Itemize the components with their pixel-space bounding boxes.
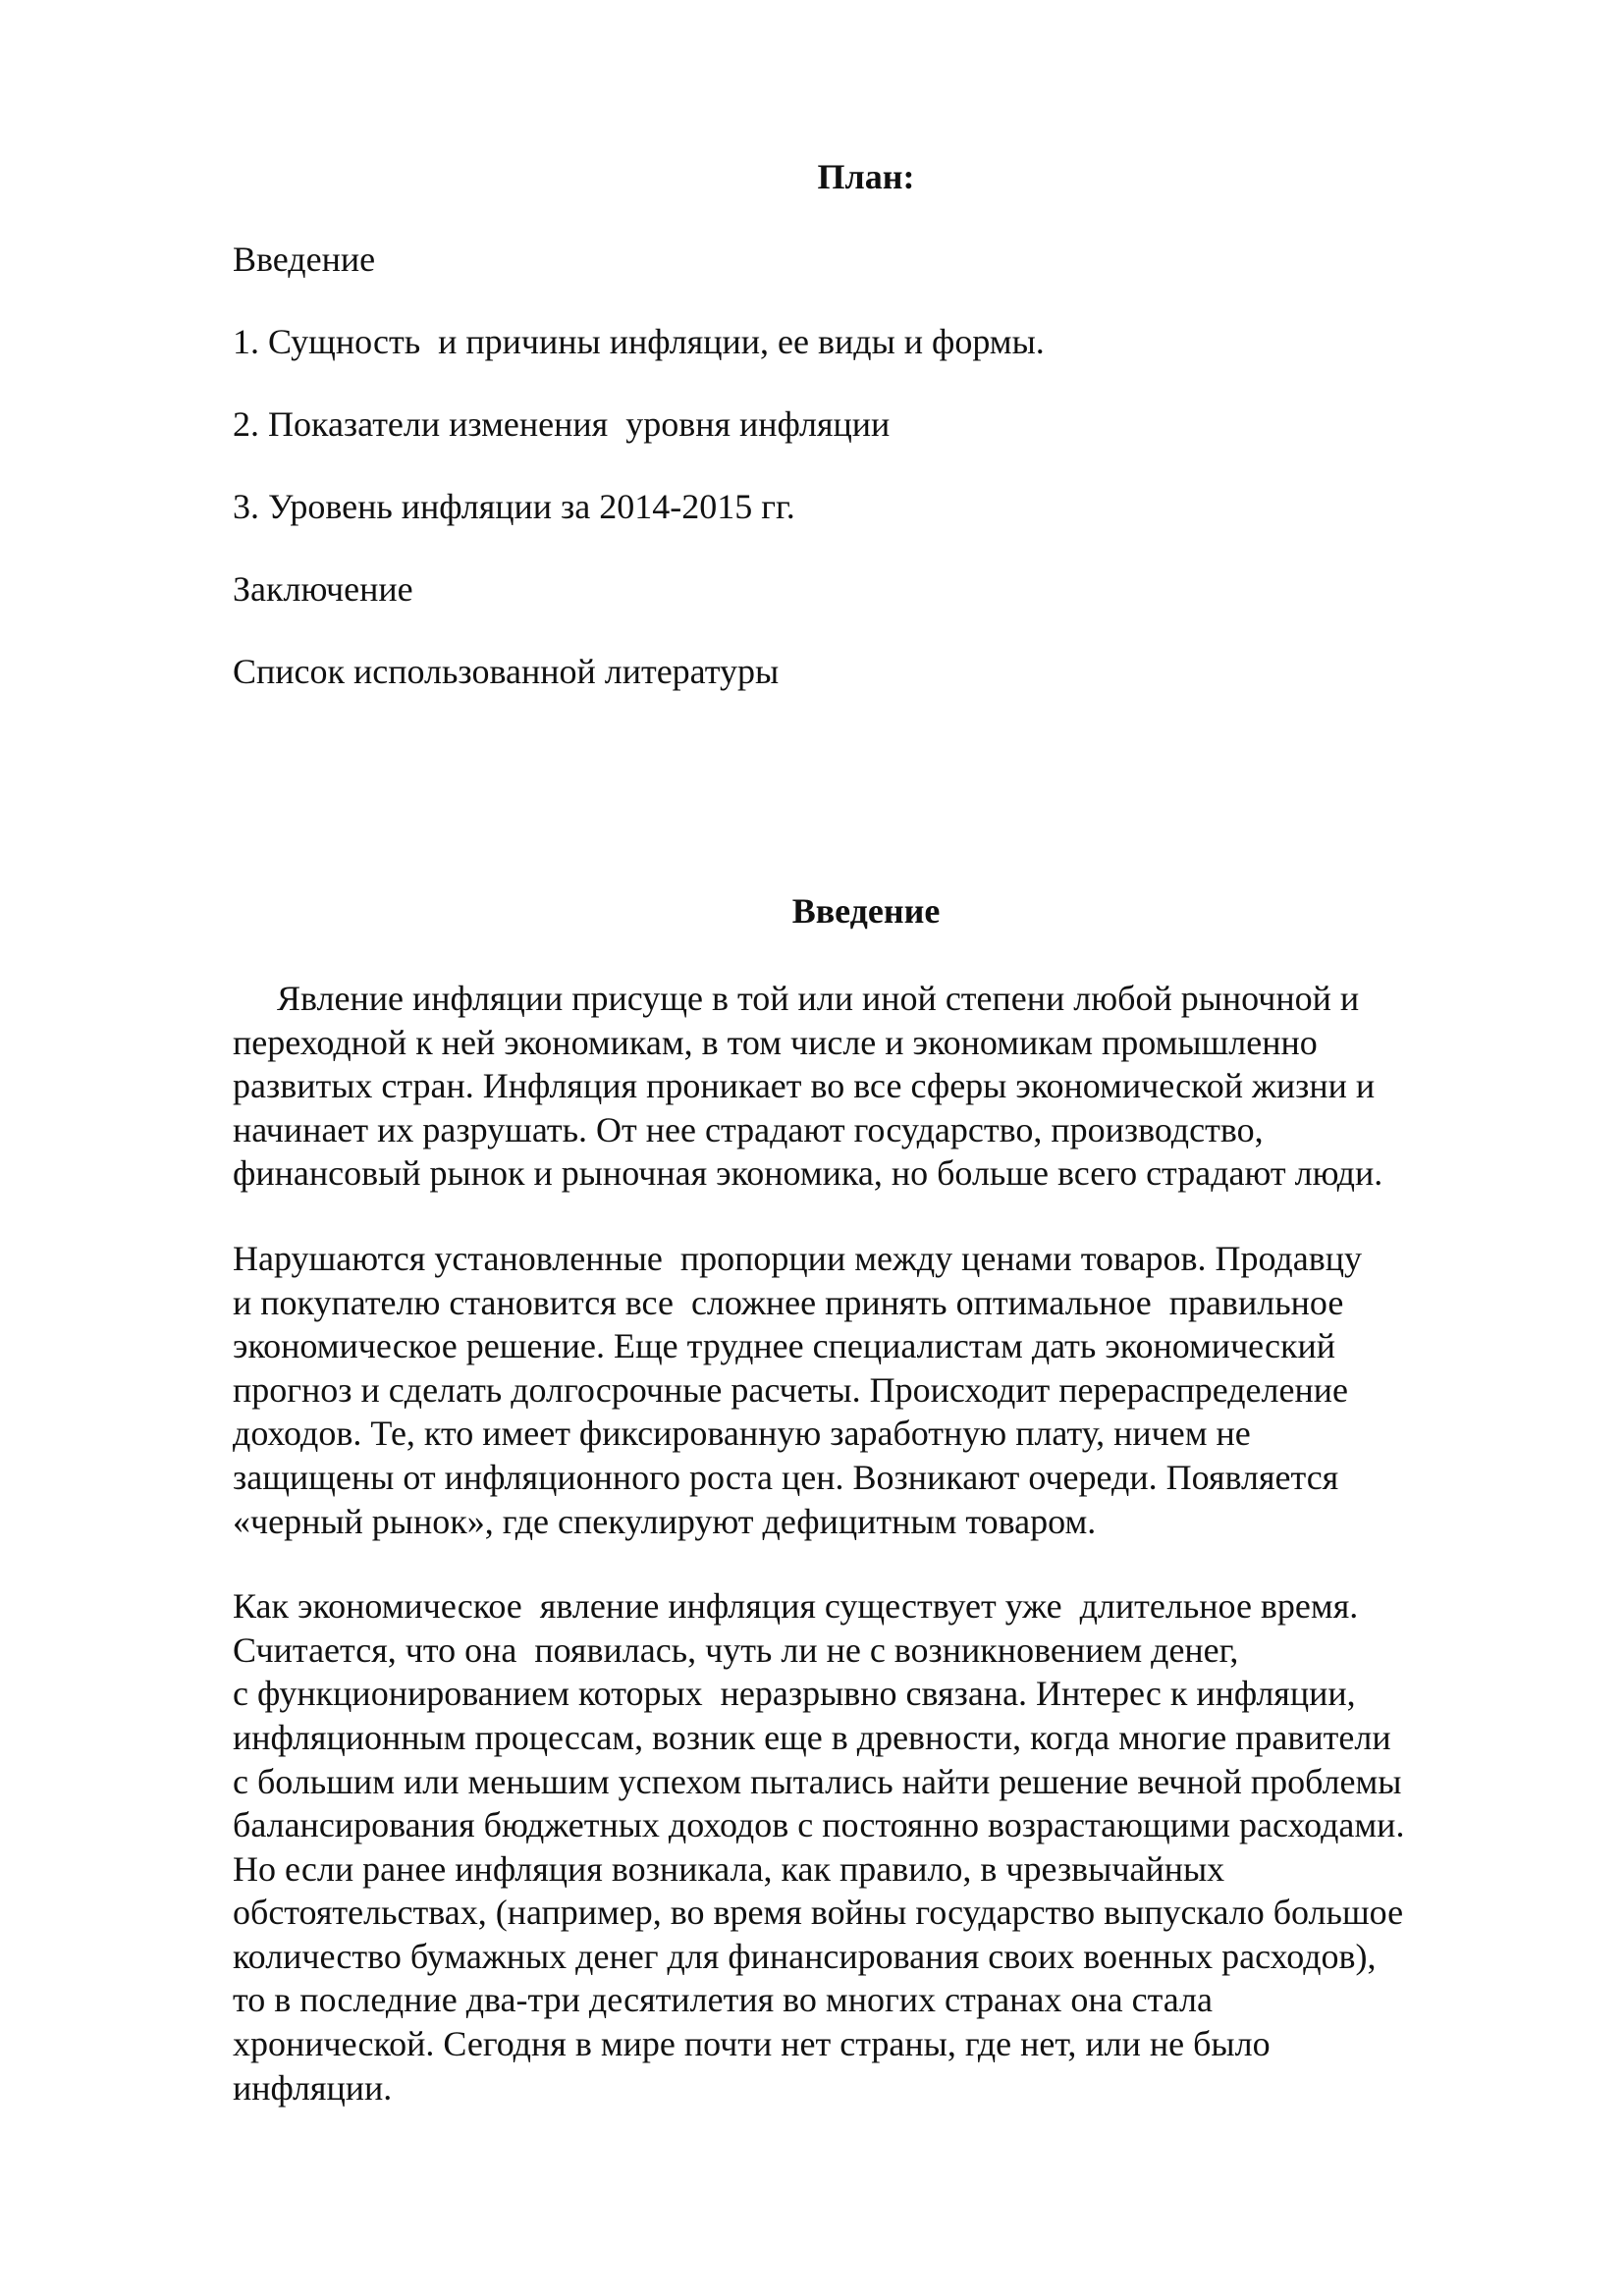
text-line: с функционированием которых неразрывно связана. Интерес к инфляции, (233, 1674, 1356, 1714)
plan-item-conclusion: Заключение (233, 569, 413, 609)
text-line: балансирования бюджетных доходов с постоянно возрастающими расходами. (233, 1805, 1405, 1845)
text-line: защищены от инфляционного роста цен. Возникают очереди. Появляется (233, 1457, 1339, 1497)
text-line: Явление инфляции присуще в той или иной степени любой рыночной и (233, 979, 1360, 1018)
text-line: то в последние два-три десятилетия во многих странах она стала (233, 1980, 1213, 2020)
text-line: начинает их разрушать. От нее страдают государство, производство, (233, 1109, 1264, 1149)
text-line: прогноз и сделать долгосрочные расчеты. Происходит перераспределение (233, 1369, 1348, 1410)
paragraph-1 (233, 977, 1539, 1196)
text-line: количество бумажных денег для финансирования своих военных расходов), (233, 1936, 1377, 1976)
text-line: Считается, что она появилась, чуть ли не с возникновением денег, (233, 1629, 1239, 1670)
paragraph-2 (233, 1237, 1539, 1543)
text-line: Как экономическое явление инфляция существует уже длительное время. (233, 1586, 1359, 1627)
text-line: финансовый рынок и рыночная экономика, но больше всего страдают люди. (233, 1153, 1383, 1194)
introduction-title: Введение (791, 891, 941, 931)
text-line: хронической. Сегодня в мире почти нет страны, где нет, или не было (233, 2024, 1271, 2064)
plan-item-2: 2. Показатели изменения уровня инфляции (233, 404, 891, 444)
plan-item-1: 1. Сущность и причины инфляции, ее виды и формы. (233, 322, 1045, 361)
plan-item-introduction: Введение (233, 240, 376, 279)
introduction-body (233, 977, 1539, 2151)
text-line: и покупателю становится все сложнее принять оптимальное правильное (233, 1282, 1344, 1322)
text-line: развитых стран. Инфляция проникает во все сферы экономической жизни и (233, 1066, 1376, 1106)
text-line: Но если ранее инфляция возникала, как правило, в чрезвычайных (233, 1848, 1225, 1889)
plan-item-3: 3. Уровень инфляции за 2014-2015 гг. (233, 487, 795, 526)
text-line: экономическое решение. Еще труднее специалистам дать экономический (233, 1326, 1336, 1366)
text-line: доходов. Те, кто имеет фиксированную заработную плату, ничем не (233, 1414, 1251, 1454)
text-line: переходной к ней экономикам, в том числе и экономикам промышленно (233, 1022, 1318, 1062)
plan-title: План: (817, 157, 915, 196)
plan-item-references: Список использованной литературы (233, 652, 780, 691)
text-line: инфляции. (233, 2067, 393, 2108)
text-line: «черный рынок», где спекулируют дефицитным товаром. (233, 1501, 1097, 1541)
paragraph-3 (233, 1584, 1539, 2109)
text-line: обстоятельствах, (например, во время войны государство выпускало большое (233, 1893, 1404, 1933)
text-line: с большим или меньшим успехом пытались найти решение вечной проблемы (233, 1761, 1402, 1801)
text-line: Нарушаются установленные пропорции между ценами товаров. Продавцу (233, 1238, 1362, 1278)
text-line: инфляционным процессам, возник еще в древности, когда многие правители (233, 1717, 1391, 1757)
plan-list (233, 240, 1045, 734)
